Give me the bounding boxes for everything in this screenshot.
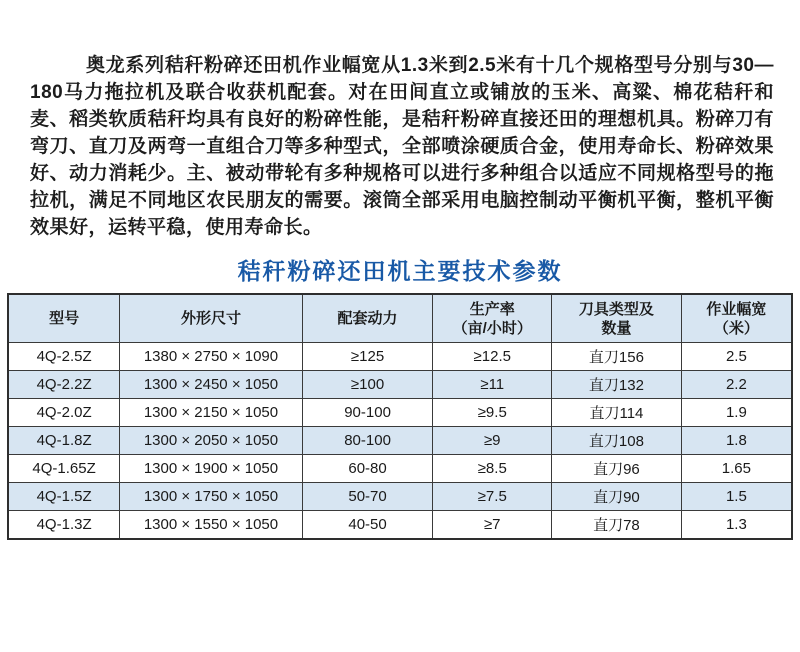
cell-blade: 直刀90 [552, 483, 682, 511]
cell-dimensions: 1300 × 1900 × 1050 [120, 455, 303, 483]
document-page [0, 52, 800, 652]
cell-width: 1.8 [681, 427, 792, 455]
cell-dimensions: 1300 × 2150 × 1050 [120, 399, 303, 427]
col-header-blade-type: 刀具类型及 数量 [552, 294, 682, 343]
table-row [8, 511, 792, 540]
col-header-working-width: 作业幅宽 （米） [681, 294, 792, 343]
cell-productivity: ≥9.5 [433, 399, 552, 427]
cell-model: 4Q-2.2Z [8, 371, 120, 399]
table-row [8, 427, 792, 455]
cell-blade: 直刀108 [552, 427, 682, 455]
cell-model: 4Q-1.3Z [8, 511, 120, 540]
col-header-dimensions: 外形尺寸 [120, 294, 303, 343]
cell-power: 60-80 [302, 455, 433, 483]
intro-paragraph: 奥龙系列秸秆粉碎还田机作业幅宽从1.3米到2.5米有十几个规格型号分别与30—180马力拖拉机及联合收获机配套。对在田间直立或铺放的玉米、高粱、棉花秸秆和麦、稻类软质秸秆均具有良好的粉碎性能，是秸秆粉碎直接还田的理想机具。粉碎刀有弯刀、直刀及两弯一直组合刀等多种型式，全部喷涂硬质合金，使用寿命长、粉碎效果好、动力消耗少。主、被动带轮有多种规格可以进行多种组合以适应不同规格型号的拖拉机，满足不同地区农民朋友的需要。滚筒全部采用电脑控制动平衡机平衡，整机平衡效果好，运转平稳，使用寿命长。 [30, 55, 774, 238]
header-row [8, 294, 792, 343]
cell-dimensions: 1300 × 2450 × 1050 [120, 371, 303, 399]
specs-table-header [8, 294, 792, 343]
cell-width: 2.5 [681, 343, 792, 371]
cell-productivity: ≥7.5 [433, 483, 552, 511]
specs-table-body [8, 343, 792, 540]
cell-model: 4Q-2.5Z [8, 343, 120, 371]
cell-power: 40-50 [302, 511, 433, 540]
cell-dimensions: 1300 × 2050 × 1050 [120, 427, 303, 455]
cell-productivity: ≥7 [433, 511, 552, 540]
cell-dimensions: 1300 × 1750 × 1050 [120, 483, 303, 511]
cell-blade: 直刀114 [552, 399, 682, 427]
cell-width: 1.5 [681, 483, 792, 511]
col-header-productivity: 生产率 （亩/小时） [433, 294, 552, 343]
table-title: 秸秆粉碎还田机主要技术参数 [237, 258, 563, 284]
cell-model: 4Q-1.8Z [8, 427, 120, 455]
cell-power: 80-100 [302, 427, 433, 455]
cell-productivity: ≥12.5 [433, 343, 552, 371]
cell-model: 4Q-2.0Z [8, 399, 120, 427]
cell-productivity: ≥8.5 [433, 455, 552, 483]
table-row [8, 483, 792, 511]
cell-width: 1.65 [681, 455, 792, 483]
cell-power: 50-70 [302, 483, 433, 511]
table-row [8, 455, 792, 483]
cell-blade: 直刀156 [552, 343, 682, 371]
col-header-model: 型号 [8, 294, 120, 343]
cell-productivity: ≥9 [433, 427, 552, 455]
cell-dimensions: 1300 × 1550 × 1050 [120, 511, 303, 540]
cell-dimensions: 1380 × 2750 × 1090 [120, 343, 303, 371]
cell-power: 90-100 [302, 399, 433, 427]
cell-model: 4Q-1.65Z [8, 455, 120, 483]
cell-model: 4Q-1.5Z [8, 483, 120, 511]
cell-width: 2.2 [681, 371, 792, 399]
cell-width: 1.9 [681, 399, 792, 427]
specs-table [7, 293, 793, 540]
cell-blade: 直刀96 [552, 455, 682, 483]
cell-blade: 直刀132 [552, 371, 682, 399]
cell-power: ≥100 [302, 371, 433, 399]
cell-productivity: ≥11 [433, 371, 552, 399]
table-row [8, 343, 792, 371]
col-header-power: 配套动力 [302, 294, 433, 343]
cell-blade: 直刀78 [552, 511, 682, 540]
cell-width: 1.3 [681, 511, 792, 540]
table-row [8, 371, 792, 399]
cell-power: ≥125 [302, 343, 433, 371]
table-row [8, 399, 792, 427]
